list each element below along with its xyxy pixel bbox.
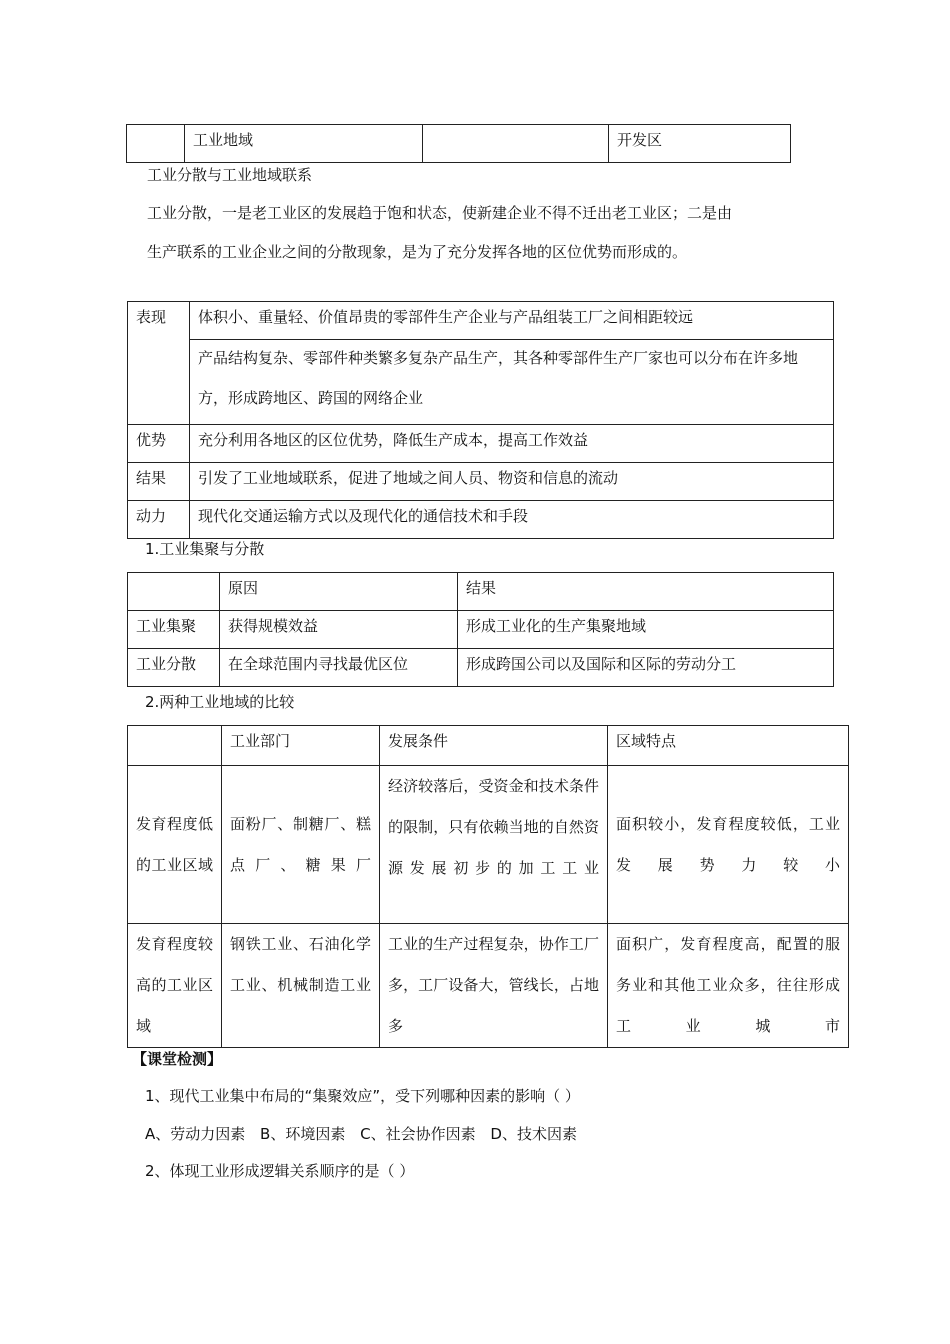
row-label: 优势 xyxy=(128,425,190,463)
top-table-cell-blank xyxy=(423,125,609,163)
table-row xyxy=(128,649,834,687)
dispersion-table xyxy=(127,301,834,539)
top-table xyxy=(126,124,791,163)
table-cell xyxy=(608,924,849,1048)
column-header xyxy=(128,573,220,611)
table-cell: 形成跨国公司以及国际和区际的劳动分工 xyxy=(458,649,834,687)
cell-text: 工业的生产过程复杂，协作工厂多，工厂设备大，管线长，占地多 xyxy=(388,935,599,1035)
heading-agglomeration: 1.工业集聚与分散 xyxy=(145,540,265,558)
row-text-content: 产品结构复杂、零部件种类繁多复杂产品生产，其各种零部件生产厂家也可以分布在许多地方，形成跨地区、跨国的网络企业 xyxy=(198,349,799,407)
top-table-cell-dev-zone: 开发区 xyxy=(609,125,791,163)
row-text xyxy=(190,340,834,425)
paragraph-line-2: 生产联系的工业企业之间的分散现象，是为了充分发挥各地的区位优势而形成的。 xyxy=(147,243,688,261)
table-cell xyxy=(380,766,608,924)
quiz-options-1 xyxy=(145,1123,577,1145)
heading-comparison: 2.两种工业地域的比较 xyxy=(145,693,295,711)
cell-text: 面粉厂、制糖厂、糕点厂、糖果厂 xyxy=(230,814,371,874)
option-a: A、劳动力因素 xyxy=(145,1125,246,1143)
agglomeration-table xyxy=(127,572,834,687)
row-text: 体积小、重量轻、价值昂贵的零部件生产企业与产品组装工厂之间相距较远 xyxy=(190,302,834,340)
cell-text: 面积广，发育程度高，配置的服务业和其他工业众多，往往形成工业城市 xyxy=(616,935,840,1035)
option-c: C、社会协作因素 xyxy=(360,1125,476,1143)
table-row xyxy=(128,766,849,924)
column-header: 原因 xyxy=(220,573,458,611)
section-heading: 工业分散与工业地域联系 xyxy=(147,166,313,184)
quiz-question-1: 1、现代工业集中布局的“集聚效应”，受下列哪种因素的影响（ ） xyxy=(145,1087,580,1105)
table-row xyxy=(128,501,834,539)
table-cell xyxy=(222,766,380,924)
column-header: 结果 xyxy=(458,573,834,611)
table-cell: 获得规模效益 xyxy=(220,611,458,649)
row-text: 现代化交通运输方式以及现代化的通信技术和手段 xyxy=(190,501,834,539)
table-cell xyxy=(222,924,380,1048)
column-header: 工业部门 xyxy=(222,726,380,766)
table-row xyxy=(128,924,849,1048)
quiz-title: 【课堂检测】 xyxy=(132,1050,223,1068)
table-header-row xyxy=(128,573,834,611)
top-table-cell-empty xyxy=(127,125,185,163)
option-b: B、环境因素 xyxy=(260,1125,346,1143)
cell-text: 经济较落后，受资金和技术条件的限制，只有依赖当地的自然资源发展初步的加工工业 xyxy=(388,777,599,877)
cell-text: 钢铁工业、石油化学工业、机械制造工业 xyxy=(230,935,371,994)
cell-text: 发育程度低的工业区域 xyxy=(136,814,213,874)
row-label: 动力 xyxy=(128,501,190,539)
row-text: 引发了工业地域联系，促进了地域之间人员、物资和信息的流动 xyxy=(190,463,834,501)
table-cell: 工业分散 xyxy=(128,649,220,687)
column-header xyxy=(128,726,222,766)
table-cell xyxy=(128,924,222,1048)
cell-text: 面积较小，发育程度较低，工业发展势力较小 xyxy=(616,814,840,874)
top-table-cell-region: 工业地域 xyxy=(185,125,423,163)
row-label: 表现 xyxy=(128,302,190,425)
table-header-row xyxy=(128,726,849,766)
quiz-question-2: 2、体现工业形成逻辑关系顺序的是（ ） xyxy=(145,1162,415,1180)
column-header: 区域特点 xyxy=(608,726,849,766)
table-cell: 工业集聚 xyxy=(128,611,220,649)
row-text: 充分利用各地区的区位优势，降低生产成本，提高工作效益 xyxy=(190,425,834,463)
column-header: 发展条件 xyxy=(380,726,608,766)
table-row xyxy=(128,302,834,340)
table-cell xyxy=(128,766,222,924)
table-cell xyxy=(608,766,849,924)
table-row xyxy=(128,425,834,463)
comparison-table xyxy=(127,725,849,1048)
table-row xyxy=(128,340,834,425)
table-cell xyxy=(380,924,608,1048)
cell-text: 发育程度较高的工业区域 xyxy=(136,935,213,1035)
row-label: 结果 xyxy=(128,463,190,501)
option-d: D、技术因素 xyxy=(490,1125,577,1143)
table-cell: 在全球范围内寻找最优区位 xyxy=(220,649,458,687)
table-row xyxy=(128,611,834,649)
paragraph-line-1: 工业分散，一是老工业区的发展趋于饱和状态，使新建企业不得不迁出老工业区；二是由 xyxy=(147,204,733,222)
table-cell: 形成工业化的生产集聚地域 xyxy=(458,611,834,649)
table-row xyxy=(128,463,834,501)
